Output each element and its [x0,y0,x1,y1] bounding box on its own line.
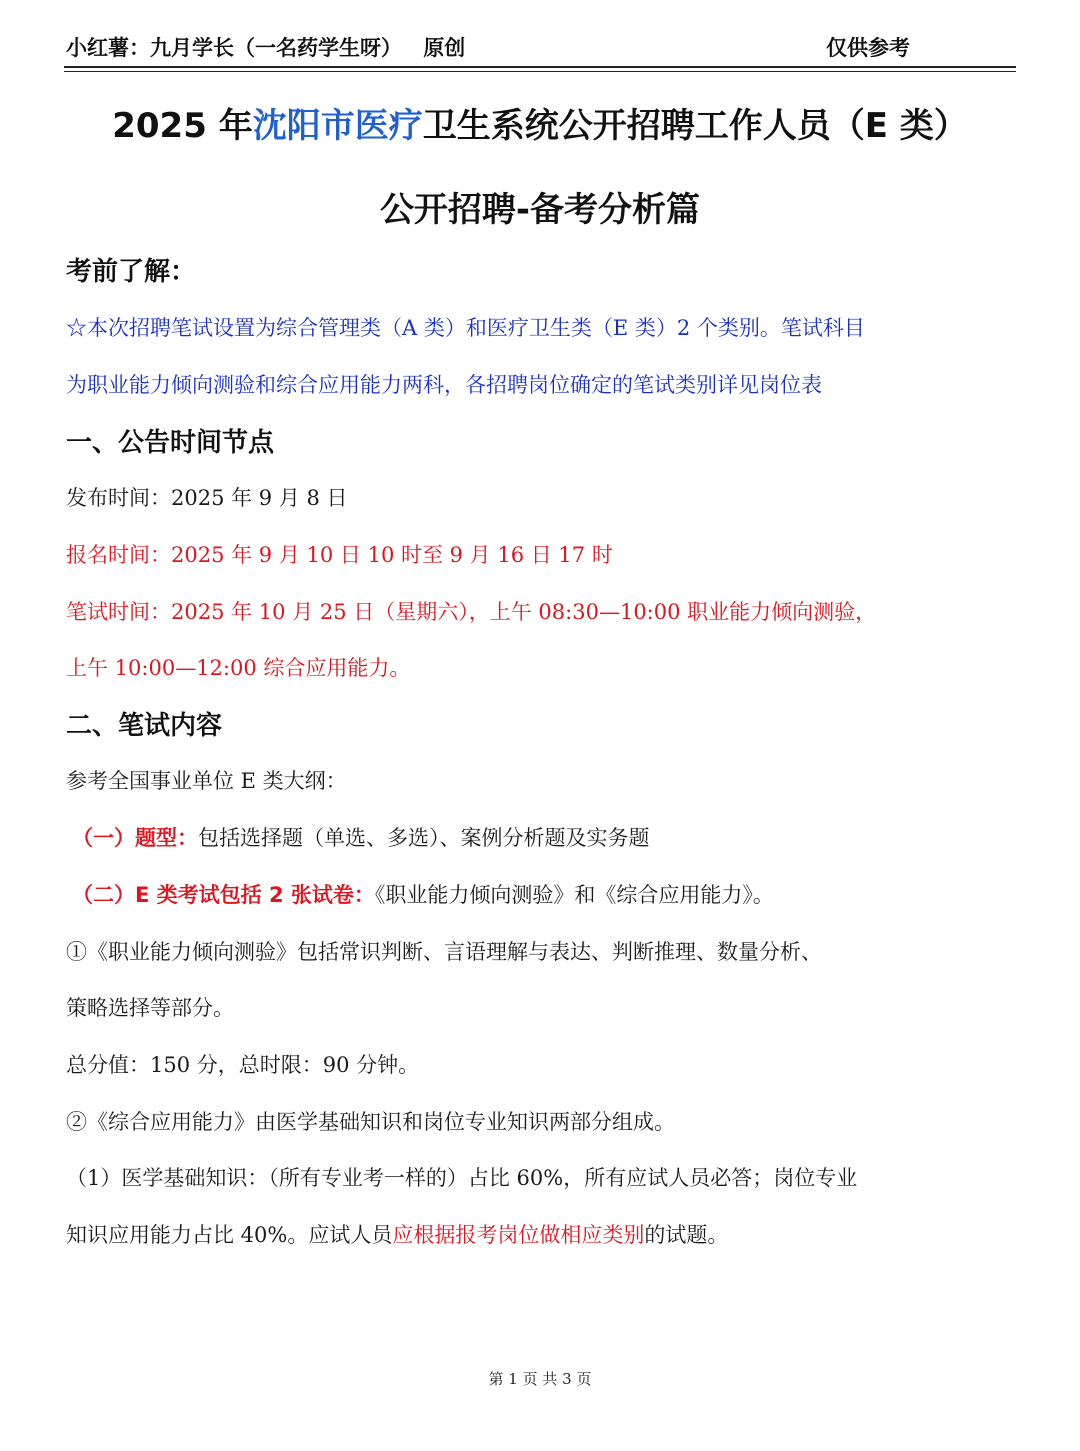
exam-papers-label: （二）E 类考试包括 2 张试卷： [72,883,375,907]
medical-basics-highlight: 应根据报考岗位做相应类别 [392,1223,645,1247]
intro-heading: 考前了解： [66,257,197,287]
syllabus-ref: 参考全国事业单位 E 类大纲： [66,769,347,793]
title-highlight: 沈阳市医疗 [252,106,423,146]
header-disclaimer: 仅供参考 [826,36,910,60]
section2-heading: 二、笔试内容 [66,711,223,741]
exam-papers [72,879,774,911]
header-source [66,32,479,64]
aptitude-line1: ①《职业能力倾向测验》包括常识判断、言语理解与表达、判断推理、数量分析、 [66,940,822,964]
header-original-label: 原创 [423,36,466,60]
medical-basics-line1: （1）医学基础知识：（所有专业考一样的）占比 60%，所有应试人员必答；岗位专业 [66,1166,858,1190]
title-suffix: 卫生系统公开招聘工作人员（E 类） [422,106,968,146]
header-rule-thick [64,66,1016,68]
title-prefix: 2025 年 [112,106,253,146]
page-title [0,98,1080,147]
header-source-label: 小红薯：九月学长（一名药学生呀） [66,36,402,60]
score-info: 总分值：150 分，总时限：90 分钟。 [66,1053,420,1077]
register-time: 报名时间：2025 年 9 月 10 日 10 时至 9 月 16 日 17 时 [66,543,613,567]
aptitude-line2: 策略选择等部分。 [66,996,234,1020]
page-subtitle: 公开招聘-备考分析篇 [379,190,701,230]
exam-time-line2: 上午 10:00—12:00 综合应用能力。 [66,656,411,680]
header-rule-thin [64,71,1016,72]
medical-basics-text-b: 的试题。 [644,1223,729,1247]
question-types-label: （一）题型： [72,826,198,850]
question-types-text: 包括选择题（单选、多选）、案例分析题及实务题 [198,826,650,850]
exam-time-line1: 笔试时间：2025 年 10 月 25 日（星期六），上午 08:30—10:00 职业能力倾向测验， [66,600,877,624]
medical-basics-line2 [66,1219,728,1251]
section1-heading: 一、公告时间节点 [66,428,275,458]
intro-note-line1: ☆本次招聘笔试设置为综合管理类（A 类）和医疗卫生类（E 类）2 个类别。笔试科目 [66,316,865,340]
question-types [72,822,650,854]
intro-note-line2: 为职业能力倾向测验和综合应用能力两科，各招聘岗位确定的笔试类别详见岗位表 [66,373,822,397]
exam-papers-text: 《职业能力倾向测验》和《综合应用能力》。 [374,883,774,907]
page-number: 第 1 页 共 3 页 [488,1370,592,1388]
comprehensive-info: ②《综合应用能力》由医学基础知识和岗位专业知识两部分组成。 [66,1110,675,1134]
medical-basics-text-a: 知识应用能力占比 40%。应试人员 [66,1223,393,1247]
publish-time: 发布时间：2025 年 9 月 8 日 [66,486,348,510]
